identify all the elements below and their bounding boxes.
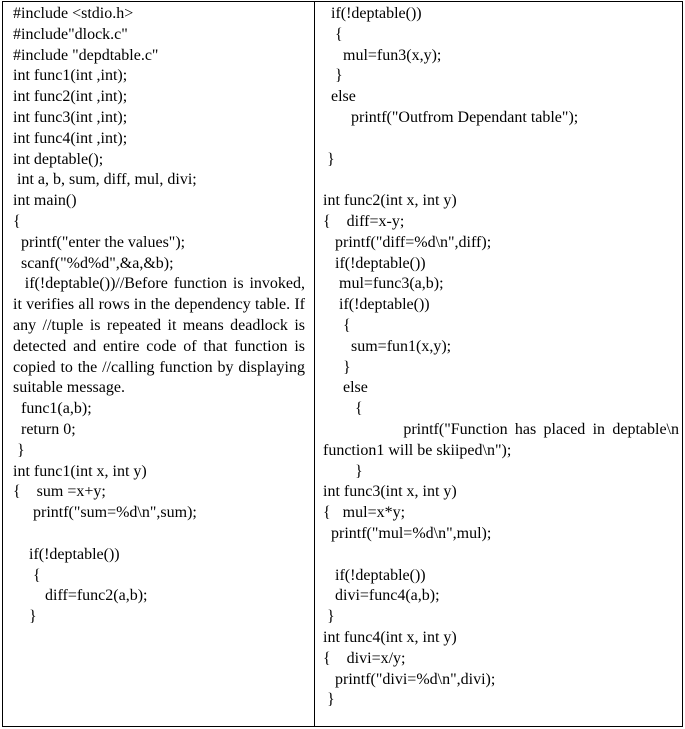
code-line: { mul=x*y; [323,504,406,522]
code-line: else [323,379,368,397]
code-line: int func3(int ,int); [13,108,128,126]
code-line: func1(a,b); [13,400,92,418]
left-code-column [13,4,310,628]
code-line: else [323,88,356,106]
code-line: { [323,25,343,43]
code-line: { diff=x-y; [323,212,405,230]
code-line [323,170,679,191]
code-line [13,524,305,545]
code-line: } [323,358,351,376]
right-code-column [323,4,683,711]
code-line: #include "depdtable.c" [13,46,159,64]
code-line: printf("sum=%d\n",sum); [13,504,197,522]
code-line: } [323,67,343,85]
code-line: } [13,608,37,626]
code-line: #include"dlock.c" [13,25,128,43]
code-comment-paragraph: if(!deptable())//Before function is invoked, it verifies all rows in the dependency table. If any //tuple is repeated it means deadlock is detected and entire code of that function is copied to the //calling function by displaying suitable message. [13,275,310,397]
code-line: { sum =x+y; [13,483,106,501]
code-line: if(!deptable()) [323,254,426,272]
code-line [323,545,679,566]
code-line: printf("diff=%d\n",diff); [323,233,492,251]
code-line: sum=fun1(x,y); [323,337,452,355]
code-line: divi=func4(a,b); [323,587,440,605]
column-divider [314,2,315,726]
code-line: int func2(int x, int y) [323,192,457,210]
code-table [2,1,683,727]
code-line: { [13,212,21,230]
code-line: { [323,316,351,334]
code-line: int deptable(); [13,150,104,168]
code-line: mul=fun3(x,y); [323,46,442,64]
code-line: if(!deptable()) [323,296,430,314]
code-line: } [323,608,335,626]
code-line: int func4(int x, int y) [323,628,457,646]
code-line: int func1(int ,int); [13,67,128,85]
code-line: } [323,462,363,480]
code-line: int main() [13,192,77,210]
code-line: } [323,691,335,709]
code-line: printf("divi=%d\n",divi); [323,670,496,688]
code-line: #include <stdio.h> [13,5,134,22]
code-line: printf("Outfrom Dependant table"); [323,108,579,126]
code-line: scanf("%d%d",&a,&b); [13,254,174,272]
code-line: } [13,441,25,459]
code-line: return 0; [13,420,76,438]
code-line: { [13,566,41,584]
code-line: { divi=x/y; [323,649,406,667]
code-line: int func4(int ,int); [13,129,128,147]
code-line: if(!deptable()) [13,545,120,563]
code-line: diff=func2(a,b); [13,587,148,605]
code-line: printf("enter the values"); [13,233,186,251]
code-line: if(!deptable()) [323,566,426,584]
code-line [323,129,679,150]
code-line: printf("mul=%d\n",mul); [323,524,492,542]
code-line: } [323,150,335,168]
code-line: int func2(int ,int); [13,88,128,106]
code-line: if(!deptable()) [323,5,422,22]
code-line: { [323,400,363,418]
code-line: mul=func3(a,b); [323,275,444,293]
code-line: int func1(int x, int y) [13,462,147,480]
code-line: int func3(int x, int y) [323,483,457,501]
code-printf-wrapped: printf("Function has placed in deptable\n function1 will be skiiped\n"); [323,420,683,459]
code-line: int a, b, sum, diff, mul, divi; [13,171,197,189]
